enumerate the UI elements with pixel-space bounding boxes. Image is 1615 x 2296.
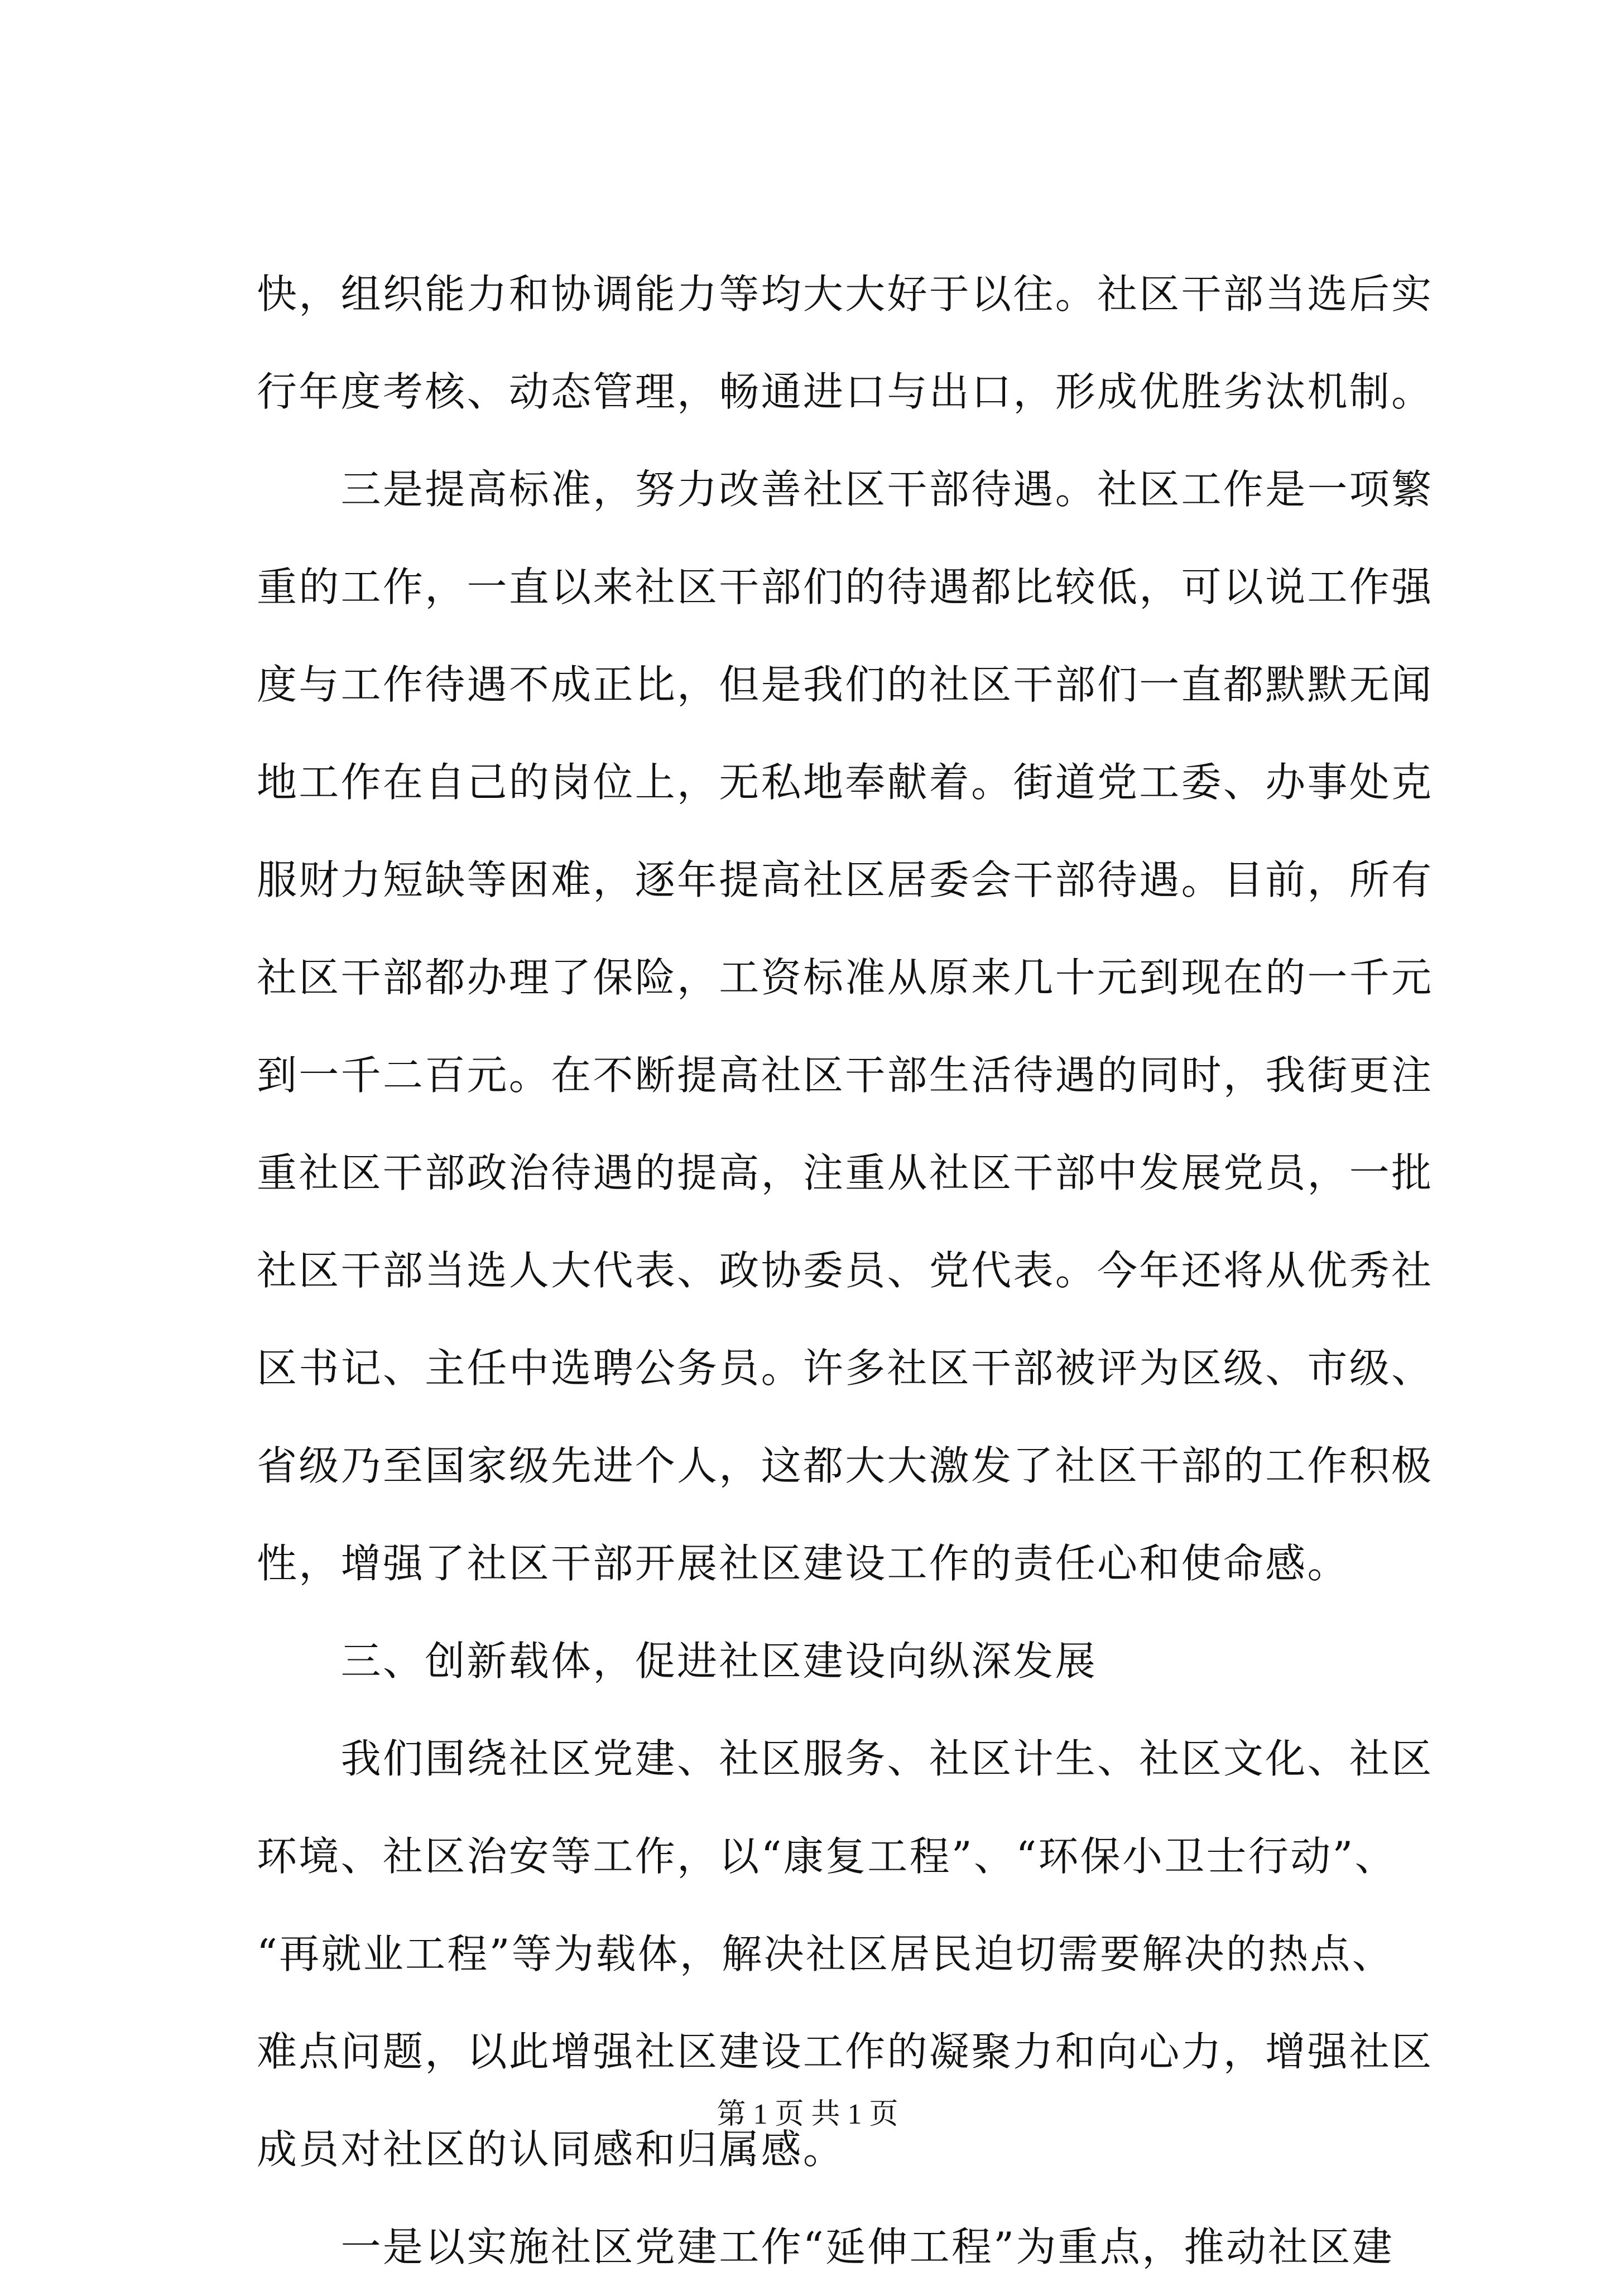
text-line: “再就业工程”等为载体，解决社区居民迫切需要解决的热点、 — [257, 1931, 1395, 1977]
text-line: 度与工作待遇不成正比，但是我们的社区干部们一直都默默无闻 — [257, 661, 1434, 708]
text-line: 成员对社区的认同感和归属感。 — [257, 2126, 845, 2173]
text-line: 社区干部当选人大代表、政协委员、党代表。今年还将从优秀社 — [257, 1247, 1434, 1294]
text-line: 三是提高标准，努力改善社区干部待遇。社区工作是一项繁 — [257, 466, 1434, 513]
text-line: 一是以实施社区党建工作“延伸工程”为重点，推动社区建 — [257, 2223, 1395, 2270]
text-line: 到一千二百元。在不断提高社区干部生活待遇的同时，我街更注 — [257, 1052, 1434, 1099]
text-line: 快，组织能力和协调能力等均大大好于以往。社区干部当选后实 — [257, 271, 1434, 317]
text-line: 社区干部都办理了保险，工资标准从原来几十元到现在的一千元 — [257, 954, 1434, 1001]
page-number-footer: 第 1 页 共 1 页 — [717, 2098, 898, 2130]
text-line: 我们围绕社区党建、社区服务、社区计生、社区文化、社区 — [257, 1735, 1434, 1782]
text-line: 省级乃至国家级先进个人，这都大大激发了社区干部的工作积极 — [257, 1442, 1434, 1489]
text-line: 性，增强了社区干部开展社区建设工作的责任心和使命感。 — [257, 1540, 1349, 1587]
section-heading: 三、创新载体，促进社区建设向纵深发展 — [257, 1638, 1098, 1684]
document-body — [257, 246, 1434, 2296]
text-line: 服财力短缺等困难，逐年提高社区居委会干部待遇。目前，所有 — [257, 856, 1434, 903]
text-line: 重的工作，一直以来社区干部们的待遇都比较低，可以说工作强 — [257, 564, 1434, 610]
text-line: 重社区干部政治待遇的提高，注重从社区干部中发展党员，一批 — [257, 1149, 1434, 1196]
text-line: 难点问题，以此增强社区建设工作的凝聚力和向心力，增强社区 — [257, 2028, 1434, 2075]
text-line: 区书记、主任中选聘公务员。许多社区干部被评为区级、市级、 — [257, 1345, 1434, 1392]
text-line: 地工作在自己的岗位上，无私地奉献着。街道党工委、办事处克 — [257, 759, 1434, 806]
text-line: 行年度考核、动态管理，畅通进口与出口，形成优胜劣汰机制。 — [257, 368, 1434, 415]
text-line: 环境、社区治安等工作，以“康复工程”、“环保小卫士行动”、 — [257, 1833, 1397, 1880]
